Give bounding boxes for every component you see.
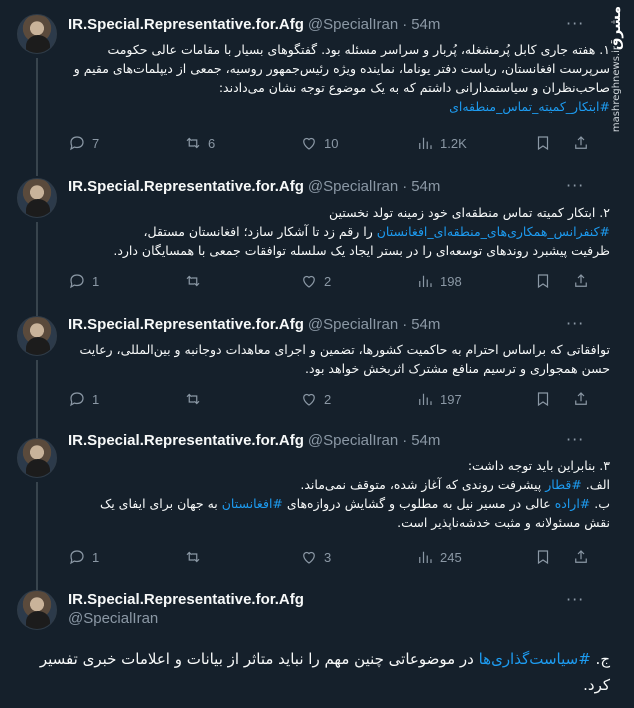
thread-line (36, 360, 38, 430)
text-line (68, 475, 610, 494)
tweet-header (68, 591, 304, 629)
reply-button[interactable] (68, 548, 99, 566)
separator-dot: · (402, 178, 408, 195)
text-fragment: ج. (590, 650, 610, 668)
heart-icon (300, 134, 318, 152)
heart-icon (300, 272, 318, 290)
author-name[interactable]: IR.Special.Representative.for.Afg (68, 432, 304, 449)
text-line: ۳. بنابراین باید توجه داشت: (467, 458, 610, 473)
more-options-button[interactable]: ··· (566, 430, 585, 449)
text-line: سرپرست افغانستان، ریاست دفتر یوناما، نماینده ویژه رئیس‌جمهور روسیه، جمعی از دیپلمات‌های مقیم و (73, 61, 610, 76)
bookmark-button[interactable] (534, 134, 552, 152)
reply-icon (68, 390, 86, 408)
tweet-text (20, 646, 610, 698)
like-count: 3 (324, 549, 332, 565)
hashtag-link[interactable]: #ابتکار_کمیته_تماس_منطقه‌ای (449, 99, 610, 114)
more-options-button[interactable]: ··· (566, 176, 585, 195)
author-name[interactable]: IR.Special.Representative.for.Afg (68, 178, 304, 195)
view-count: 1.2K (440, 135, 467, 151)
tweet-5[interactable] (0, 580, 634, 708)
tweet-header (68, 16, 440, 33)
bookmark-button[interactable] (534, 548, 552, 566)
author-handle[interactable]: @SpecialIran (307, 178, 399, 195)
thread-line (36, 290, 38, 316)
thread-line (36, 222, 38, 290)
hashtag-link[interactable]: #اراده (554, 496, 591, 511)
separator-dot: · (402, 432, 408, 449)
timestamp[interactable]: 54m (411, 178, 441, 195)
retweet-button[interactable] (184, 134, 215, 152)
tweet-header (68, 316, 440, 333)
tweet-1[interactable] (0, 0, 634, 170)
retweet-icon (184, 272, 202, 290)
hashtag-link[interactable]: #کنفرانس_همکاری‌های_منطقه‌ای_افغانستان (376, 224, 610, 239)
thread-line (36, 426, 38, 438)
avatar[interactable] (17, 316, 57, 356)
text-fragment: در موضوعاتی چنین مهم را نباید متاثر از بیانات و اعلامات خبری تفسیر (39, 650, 479, 668)
reply-count: 7 (92, 135, 100, 151)
more-options-button[interactable]: ··· (566, 590, 585, 609)
tweet-4[interactable] (0, 426, 634, 586)
watermark-url: mashreghnews.ir (611, 46, 622, 133)
like-count: 2 (324, 391, 332, 407)
author-handle[interactable]: @SpecialIran (307, 316, 399, 333)
like-count: 2 (324, 273, 332, 289)
share-button[interactable] (572, 272, 590, 290)
bookmark-button[interactable] (534, 272, 552, 290)
author-handle[interactable]: @SpecialIran (307, 432, 399, 449)
retweet-icon (184, 134, 202, 152)
text-fragment: به جهان برای ایفای یک (100, 496, 222, 511)
views-button[interactable] (416, 548, 462, 566)
thread-line (36, 58, 38, 170)
hashtag-link[interactable]: #قطار (545, 477, 582, 492)
view-count: 198 (440, 273, 462, 289)
retweet-button[interactable] (184, 272, 202, 290)
text-line: صاحب‌نظران و سیاستمدارانی داشتم که به یک موضوع توجه نشان می‌دادند: (218, 80, 610, 95)
tweet-text (68, 40, 610, 116)
tweet-header (68, 432, 440, 449)
view-count: 245 (440, 549, 462, 565)
hashtag-link[interactable]: #افغانستان (221, 496, 283, 511)
action-bar (68, 390, 608, 410)
reply-count: 1 (92, 549, 100, 565)
share-button[interactable] (572, 134, 590, 152)
views-button[interactable] (416, 390, 462, 408)
bookmark-icon (534, 134, 552, 152)
avatar[interactable] (17, 14, 57, 54)
action-bar (68, 548, 608, 568)
tweet-text (68, 203, 610, 260)
hashtag-link[interactable]: #سیاست‌گذاری‌ها (478, 650, 591, 668)
text-line (68, 222, 610, 241)
reply-icon (68, 134, 86, 152)
views-icon (416, 390, 434, 408)
author-handle[interactable]: @SpecialIran (307, 16, 399, 33)
separator-dot: · (402, 16, 408, 33)
text-fragment: پیشرفت روندی که آغاز شده، متوقف نمی‌ماند. (300, 477, 546, 492)
author-handle[interactable]: @SpecialIran (68, 610, 159, 627)
share-icon (572, 134, 590, 152)
share-icon (572, 390, 590, 408)
bookmark-button[interactable] (534, 390, 552, 408)
tweet-header (68, 178, 440, 195)
like-button[interactable] (300, 134, 338, 152)
separator-dot: · (402, 316, 408, 333)
retweet-count: 6 (208, 135, 216, 151)
retweet-icon (184, 390, 202, 408)
heart-icon (300, 390, 318, 408)
text-line: ظرفیت پیشبرد روندهای توسعه‌ای را در بستر ایجاد یک سلسله توافقات جمعی با همسایگان دارد. (113, 243, 610, 258)
bookmark-icon (534, 548, 552, 566)
reply-button[interactable] (68, 390, 99, 408)
like-button[interactable] (300, 390, 331, 408)
retweet-button[interactable] (184, 390, 202, 408)
text-line: توافقاتی که براساس احترام به حاکمیت کشورها، تضمین و اجرای معاهدات دوجانبه و بین‌المللی، رعایت (79, 342, 610, 357)
retweet-button[interactable] (184, 548, 202, 566)
reply-button[interactable] (68, 272, 99, 290)
like-button[interactable] (300, 548, 331, 566)
retweet-icon (184, 548, 202, 566)
share-icon (572, 272, 590, 290)
text-line (68, 494, 610, 513)
watermark-logo: مشرق (608, 6, 624, 51)
text-line: ۲. ابتکار کمیته تماس منطقه‌ای خود زمینه تولد نخستین (329, 205, 610, 220)
text-line: ۱. هفته جاری کابل پُرمشغله، پُربار و سراسر مسئله بود. گفتگوهای بسیار با مقامات عالی حکومت (107, 42, 610, 57)
views-button[interactable] (416, 134, 467, 152)
timestamp[interactable]: 54m (411, 16, 441, 33)
share-icon (572, 548, 590, 566)
avatar[interactable] (17, 438, 57, 478)
thread-line (36, 580, 38, 590)
timestamp[interactable]: 54m (411, 316, 441, 333)
timestamp[interactable]: 54m (411, 432, 441, 449)
tweet-3[interactable] (0, 310, 634, 430)
avatar[interactable] (17, 178, 57, 218)
text-line: حسن همجواری و ترسیم منافع مشترک اثربخش خواهد بود. (304, 361, 610, 376)
bookmark-icon (534, 272, 552, 290)
reply-count: 1 (92, 391, 100, 407)
views-icon (416, 548, 434, 566)
text-line (20, 646, 610, 672)
text-fragment: ب. (590, 496, 610, 511)
avatar[interactable] (17, 590, 57, 630)
reply-icon (68, 548, 86, 566)
reply-icon (68, 272, 86, 290)
like-button[interactable] (300, 272, 331, 290)
share-button[interactable] (572, 390, 590, 408)
heart-icon (300, 548, 318, 566)
views-icon (416, 134, 434, 152)
thread-line (36, 482, 38, 586)
reply-button[interactable] (68, 134, 99, 152)
tweet-text (68, 340, 610, 378)
author-name[interactable]: IR.Special.Representative.for.Afg (68, 591, 304, 608)
action-bar (68, 272, 608, 292)
views-button[interactable] (416, 272, 462, 290)
more-options-button[interactable]: ··· (566, 14, 585, 33)
action-bar (68, 134, 608, 154)
thread-line (36, 170, 38, 176)
text-fragment: عالی در مسیر نیل به مطلوب و گشایش دروازه‌های (282, 496, 555, 511)
text-fragment: را رقم زد تا آشکار سازد؛ افغانستان مستقل، (143, 224, 377, 239)
like-count: 10 (324, 135, 339, 151)
tweet-2[interactable] (0, 170, 634, 290)
author-name[interactable]: IR.Special.Representative.for.Afg (68, 16, 304, 33)
text-fragment: الف. (581, 477, 610, 492)
text-line: نقش مسئولانه و مثبت خدشه‌ناپذیر است. (397, 515, 610, 530)
views-icon (416, 272, 434, 290)
reply-count: 1 (92, 273, 100, 289)
bookmark-icon (534, 390, 552, 408)
view-count: 197 (440, 391, 462, 407)
more-options-button[interactable]: ··· (566, 314, 585, 333)
text-line: کرد. (583, 676, 610, 694)
share-button[interactable] (572, 548, 590, 566)
author-name[interactable]: IR.Special.Representative.for.Afg (68, 316, 304, 333)
tweet-text (68, 456, 610, 532)
